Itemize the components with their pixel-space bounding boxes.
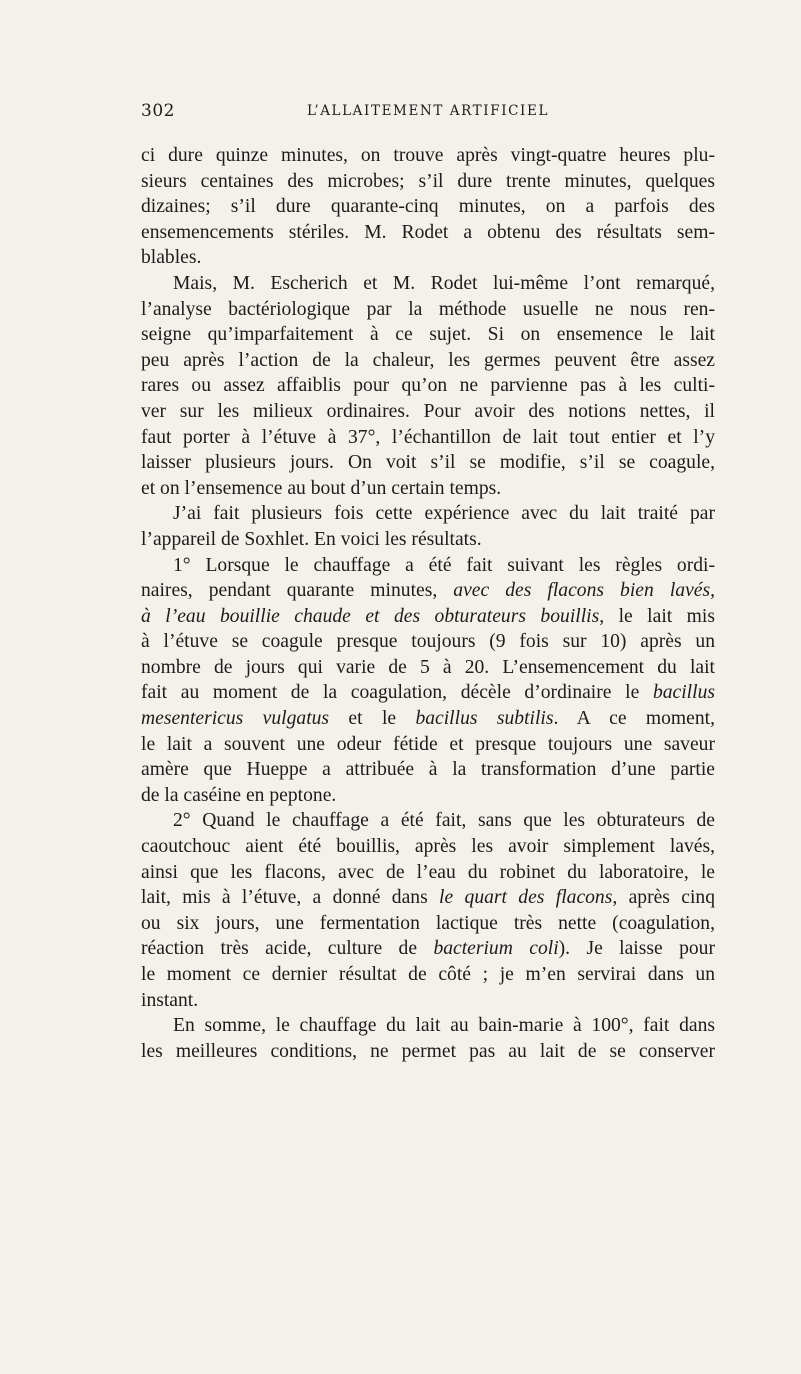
text-line: fait au moment de la coagulation, décèle d’ordinaire le bacillus [141,682,715,704]
text-line: 2° Quand le chauffage a été fait, sans que les obturateurs de [173,810,715,832]
italic-phrase: bacillus subtilis [415,708,554,730]
text-line: l’analyse bactériologique par la méthode usuelle ne nous ren- [141,298,715,320]
text-line: seigne qu’imparfaitement à ce sujet. Si on ensemence le lait [141,324,715,346]
text-line: En somme, le chauffage du lait au bain-marie à 100°, fait dans [173,1015,715,1037]
text-line: dizaines; s’il dure quarante-cinq minutes, on a parfois des [141,196,715,218]
text-line: le moment ce dernier résultat de côté ; je m’en servirai dans un [141,964,715,985]
text-line: sieurs centaines des microbes; s’il dure trente minutes, quelques [141,170,715,192]
text-line: ou six jours, une fermentation lactique très nette (coagulation, [141,912,715,934]
text-line: l’appareil de Soxhlet. En voici les résultats. [141,528,482,550]
text-line: caoutchouc aient été bouillis, après les avoir simplement lavés, [141,836,715,858]
text-line: naires, pendant quarante minutes, avec des flacons bien lavés, [141,580,715,602]
italic-phrase: à l’eau bouillie chaude et des obturateurs bouillis, [141,605,605,627]
text-line: instant. [141,989,199,1011]
text-line: mesentericus vulgatus et le bacillus subtilis. A ce moment, [141,708,716,730]
text-line: blables. [141,247,202,269]
text-line: peu après l’action de la chaleur, les germes peuvent être assez [141,349,715,371]
page-header [141,101,715,125]
text-line: 1° Lorsque le chauffage a été fait suivant les règles ordi- [173,554,715,576]
text-line: à l’étuve se coagule presque toujours (9 fois sur 10) après un [141,631,715,653]
text-line: les meilleures conditions, ne permet pas au lait de se conserver [141,1040,715,1062]
italic-phrase: bacillus [652,682,715,704]
text-line: rares ou assez affaiblis pour qu’on ne parvienne pas à les culti- [141,375,715,397]
text-line: ainsi que les flacons, avec de l’eau du robinet du laboratoire, le [141,861,715,883]
text-line: à l’eau bouillie chaude et des obturateurs bouillis, le lait mis [141,605,715,627]
text-line: nombre de jours qui varie de 5 à 20. L’ensemencement du lait [141,656,715,678]
italic-phrase: avec des flacons bien lavés, [453,580,715,602]
italic-phrase: bacterium coli [433,938,559,960]
text-line: réaction très acide, culture de bacterium coli). Je laisse pour [141,938,715,960]
text-line: faut porter à l’étuve à 37°, l’échantillon de lait tout entier et l’y [141,426,715,448]
text-line: ci dure quinze minutes, on trouve après vingt-quatre heures plu- [141,145,715,166]
italic-phrase: le quart des flacons [439,887,613,909]
text-line: de la caséine en peptone. [141,784,337,806]
text-line: J’ai fait plusieurs fois cette expérience avec du lait traité par [173,503,715,525]
text-line: ver sur les milieux ordinaires. Pour avoir des notions nettes, il [141,400,715,422]
text-line: Mais, M. Escherich et M. Rodet lui-même l’ont remarqué, [173,272,715,294]
running-head: L’ALLAITEMENT ARTIFICIEL [306,103,550,119]
italic-phrase: mesentericus vulgatus [141,708,330,730]
text-line: lait, mis à l’étuve, a donné dans le quart des flacons, après cinq [141,887,715,909]
text-line: amère que Hueppe a attribuée à la transformation d’une partie [141,759,715,781]
text-line: le lait a souvent une odeur fétide et presque toujours une saveur [141,733,715,755]
text-line: ensemencements stériles. M. Rodet a obtenu des résultats sem- [141,221,715,243]
text-line: laisser plusieurs jours. On voit s’il se modifie, s’il se coagule, [141,452,715,474]
body-text [141,143,715,1064]
page-number: 302 [141,101,175,121]
text-line: et on l’ensemence au bout d’un certain temps. [141,477,502,499]
